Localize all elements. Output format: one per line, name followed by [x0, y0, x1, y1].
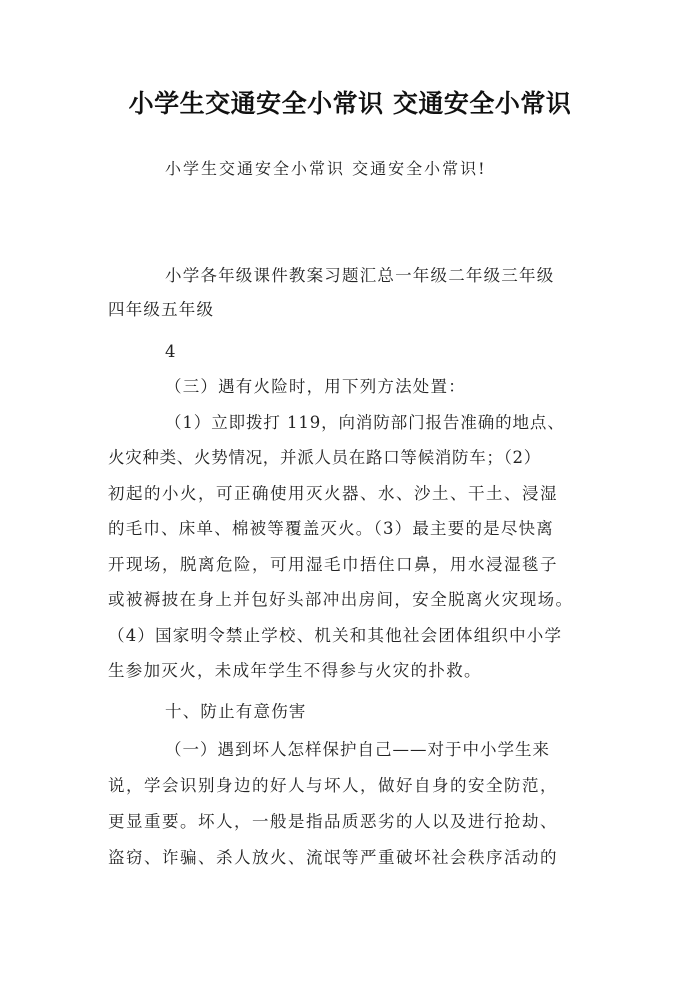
- body-line-12: 生参加灭火，未成年学生不得参与火灾的扑救。: [108, 661, 482, 680]
- body-line-6: 火灾种类、火势情况，并派人员在路口等候消防车；（2）: [108, 448, 541, 467]
- body-line-15: 说，学会识别身边的好人与坏人，做好自身的安全防范，: [108, 776, 558, 795]
- body-line-5: （1）立即拨打 119，向消防部门报告准确的地点、: [165, 413, 565, 432]
- body-line-11: （4）国家明令禁止学校、机关和其他社会团体组织中小学: [108, 626, 563, 645]
- body-line-2: 四年级五年级: [108, 300, 215, 319]
- body-line-4: （三）遇有火险时，用下列方法处置：: [165, 377, 466, 396]
- body-line-14: （一）遇到坏人怎样保护自己——对于中小学生来: [165, 740, 550, 759]
- section-heading: 十、防止有意伤害: [165, 702, 307, 721]
- body-line-9: 开现场，脱离危险，可用湿毛巾捂住口鼻，用水浸湿毯子: [108, 555, 558, 574]
- body-line-8: 的毛巾、床单、棉被等覆盖灭火。（3）最主要的是尽快离: [108, 519, 554, 538]
- body-line-1: 小学各年级课件教案习题汇总一年级二年级三年级: [165, 266, 555, 285]
- document-subtitle: 小学生交通安全小常识 交通安全小常识!: [165, 159, 487, 178]
- body-line-7: 初起的小火，可正确使用灭火器、水、沙土、干土、浸湿: [108, 484, 558, 503]
- body-line-3: 4: [165, 342, 176, 361]
- body-line-10: 或被褥披在身上并包好头部冲出房间，安全脱离火灾现场。: [108, 590, 574, 609]
- body-line-16: 更显重要。坏人，一般是指品质恶劣的人以及进行抢劫、: [108, 812, 558, 831]
- document-title: 小学生交通安全小常识 交通安全小常识: [128, 89, 572, 118]
- body-line-17: 盗窃、诈骗、杀人放火、流氓等严重破坏社会秩序活动的: [108, 848, 558, 867]
